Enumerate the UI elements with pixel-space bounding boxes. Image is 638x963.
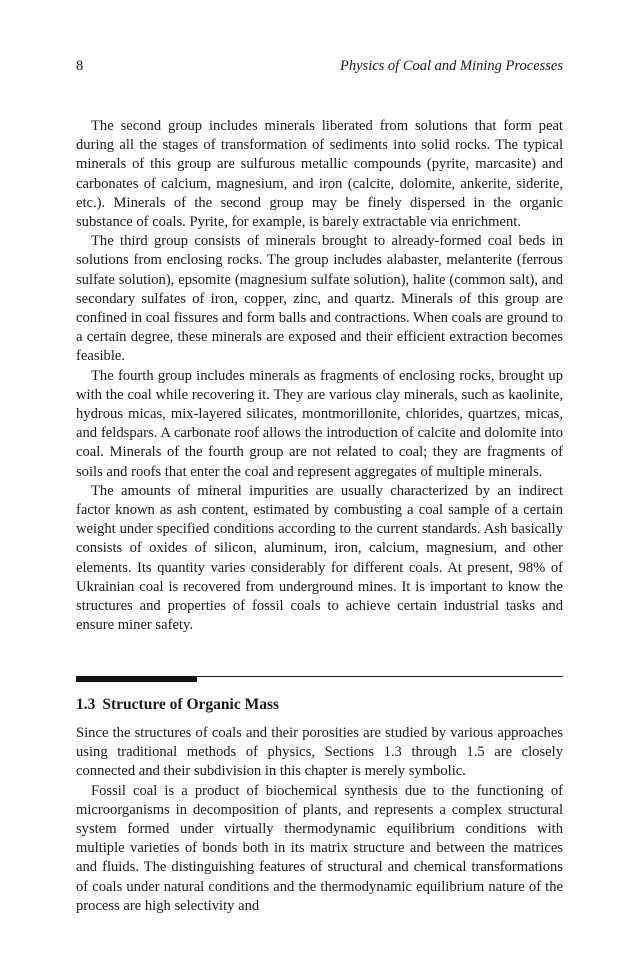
paragraph: The fourth group includes minerals as fragments of enclosing rocks, brought up with the coal while recovering it. They are various clay minerals, such as kaolinite, hydrous micas, mix-layered silicates, montmorillonite, chlorides, quartzes, micas, and feldspars. A carbonate roof allows the introduction of calcite and dolomite into coal. Minerals of the fourth group are not related to coal; they are fragments of soils and roofs that enter the coal and represent aggregates of multiple minerals. xyxy=(76,367,563,480)
paragraph: The third group consists of minerals brought to already-formed coal beds in solutions from enclosing rocks. The group includes alabaster, melanterite (ferrous sulfate solution), epsomite (magnesium sulfate solution), halite (common salt), and secondary sulfates of iron, copper, zinc, and quartz. Minerals of this group are confined in coal fissures and form balls and contractions. When coals are ground to a certain degree, these minerals are exposed and their efficient extraction becomes feasible. xyxy=(76,233,563,365)
page-number: 8 xyxy=(76,58,84,74)
section-title: Structure of Organic Mass xyxy=(102,696,280,713)
running-head xyxy=(76,58,563,78)
section-number: 1.3 xyxy=(76,696,96,713)
running-title: Physics of Coal and Mining Processes xyxy=(340,58,563,74)
section-body xyxy=(76,724,563,916)
paragraph: Fossil coal is a product of biochemical synthesis due to the functioning of microorganisms in decomposition of plants, and represents a complex structural system formed under virtually thermodynamic equilibrium conditions with multiple varieties of bonds both in its matrix structure and between the matrices and fluids. The distinguishing features of structural and chemical transformations of coals under natural conditions and the thermodynamic equilibrium nature of the process are high selectivity and xyxy=(76,782,563,914)
section-divider xyxy=(76,676,563,682)
body-text xyxy=(76,117,563,635)
paragraph: The second group includes minerals liberated from solutions that form peat during all the stages of transformation of sediments into solid rocks. The typical minerals of this group are sulfurous metallic compounds (pyrite, marcasite) and carbonates of calcium, magnesium, and iron (calcite, dolomite, ankerite, siderite, etc.). Minerals of the second group may be finely dispersed in the organic substance of coals. Pyrite, for example, is barely extractable via enrichment. xyxy=(76,118,563,231)
paragraph: Since the structures of coals and their porosities are studied by various approaches using traditional methods of physics, Sections 1.3 through 1.5 are closely connected and their subdivision in this chapter is merely symbolic. xyxy=(76,725,563,780)
paragraph: The amounts of mineral impurities are usually characterized by an indirect factor known as ash content, estimated by combusting a coal sample of a certain weight under specified conditions according to the current standards. Ash basically consists of oxides of silicon, aluminum, iron, calcium, magnesium, and other elements. Its quantity varies considerably for different coals. At present, 98% of Ukrainian coal is recovered from underground mines. It is important to know the structures and properties of fossil coals to achieve certain industrial tasks and ensure miner safety. xyxy=(76,482,563,634)
divider-thick-bar xyxy=(76,676,197,682)
section-heading xyxy=(76,695,563,715)
